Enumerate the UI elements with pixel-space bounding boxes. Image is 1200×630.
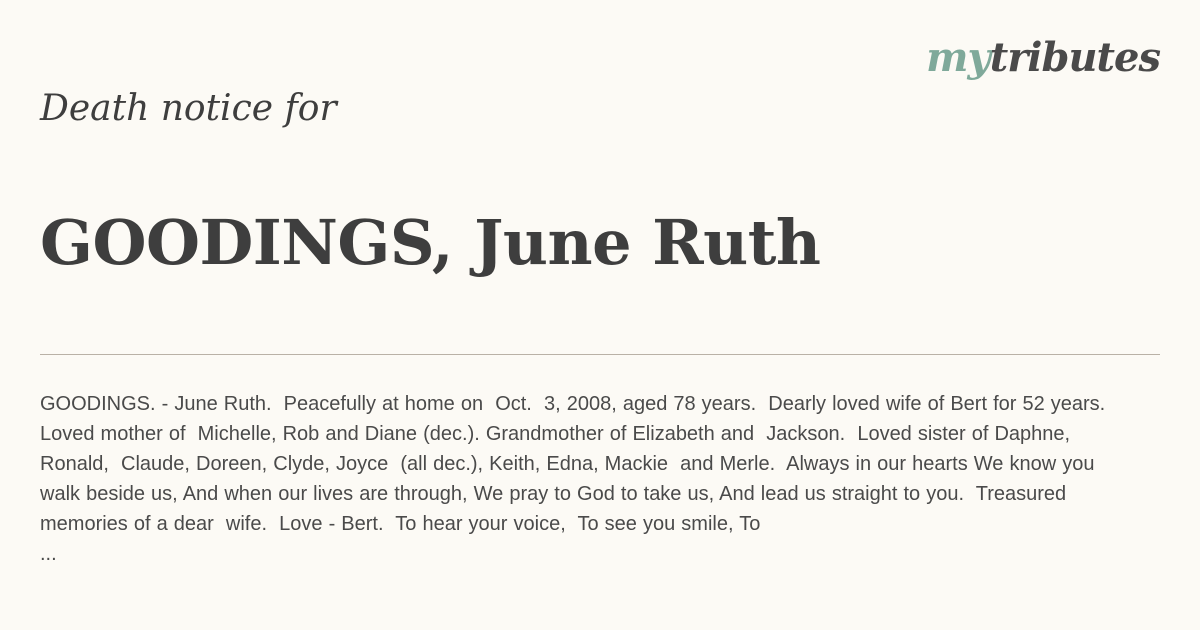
logo-my-text: my <box>926 34 990 81</box>
mytributes-logo[interactable] <box>926 36 1160 80</box>
notice-ellipsis: ... <box>40 543 57 565</box>
notice-text: GOODINGS. - June Ruth. Peacefully at home on Oct. 3, 2008, aged 78 years. Dearly loved wife of Bert for 52 years. Loved mother of Michelle, Rob and Diane (dec.). Grandmother of Elizabeth and Jackson. Loved sister of Daphne, Ronald, Claude, Doreen, Clyde, Joyce (all dec.), Keith, Edna, Mackie and Merle. Always in our hearts We know you walk beside us, And when our lives are through, We pray to God to take us, And lead us straight to you. Treasured memories of a dear wife. Love - Bert. To hear your voice, To see you smile, To <box>40 393 1118 535</box>
deceased-name: GOODINGS, June Ruth <box>40 206 821 279</box>
divider <box>40 354 1160 355</box>
logo-tributes-text: tributes <box>989 34 1160 81</box>
death-notice-label: Death notice for <box>40 88 337 129</box>
